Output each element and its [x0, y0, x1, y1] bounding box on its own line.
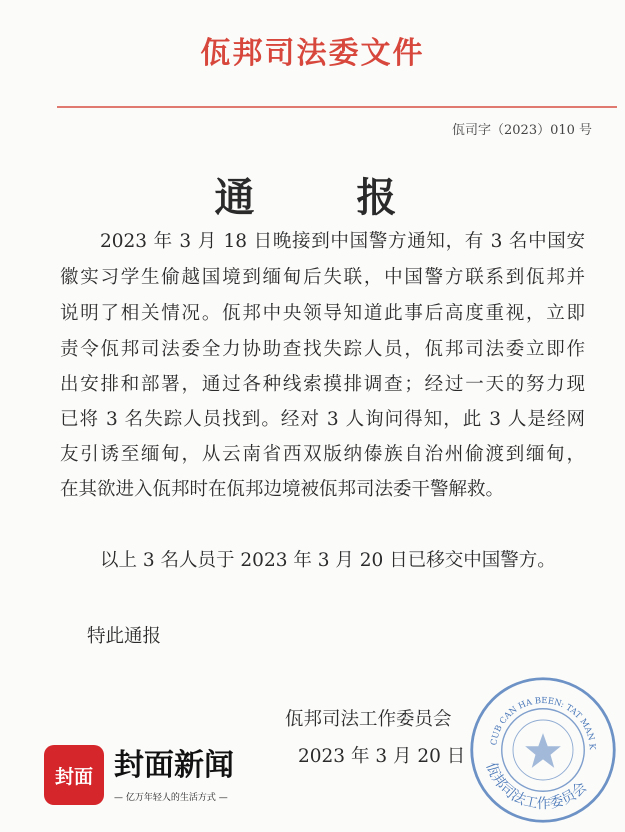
document-header-title: 佤邦司法委文件 [200, 36, 425, 71]
body-line: 说明了相关情况。佤邦中央领导知道此事后高度重视，立即 [60, 303, 585, 324]
signature-date: 2023 年 3 月 20 日 [298, 746, 466, 767]
body-line: 责令佤邦司法委全力协助查找失踪人员，佤邦司法委立即作 [60, 339, 585, 360]
body-line: 出安排和部署，通过各种线索摸排调查；经过一天的努力现 [60, 374, 585, 395]
body-line: 2023 年 3 月 18 日晚接到中国警方通知，有 3 名中国安 [100, 231, 585, 252]
notice-title: 通 报 [214, 174, 441, 221]
watermark-brand: 封面新闻 [114, 748, 234, 783]
signature-org: 佤邦司法工作委员会 [285, 709, 452, 730]
svg-text:CUB CAN HA BEEN: TAT MAN KIK [468, 675, 598, 751]
watermark-slogan: — 亿万年轻人的生活方式 — [114, 793, 228, 803]
header-divider [57, 106, 617, 108]
body-line: 已将 3 名失踪人员找到。经对 3 人询问得知，此 3 人是经网 [60, 409, 585, 430]
closing-text: 特此通报 [87, 626, 162, 647]
body-line: 以上 3 名人员于 2023 年 3 月 20 日已移交中国警方。 [100, 550, 556, 571]
watermark-logo: 封面 [44, 745, 104, 805]
seal-inner-text: CUB CAN HA BEEN: TAT MAN K [488, 695, 598, 751]
body-line: 在其欲进入佤邦时在佤邦边境被佤邦司法委干警解救。 [60, 479, 505, 500]
document-number: 佤司字（2023）010 号 [452, 123, 593, 138]
body-line: 友引诱至缅甸，从云南省西双版纳傣族自治州偷渡到缅甸， [60, 444, 585, 465]
seal-outer-text: 佤邦司法工作委员会 [482, 760, 591, 813]
body-line: 徽实习学生偷越国境到缅甸后失联，中国警方联系到佤邦并 [60, 267, 585, 288]
official-seal [468, 675, 618, 825]
